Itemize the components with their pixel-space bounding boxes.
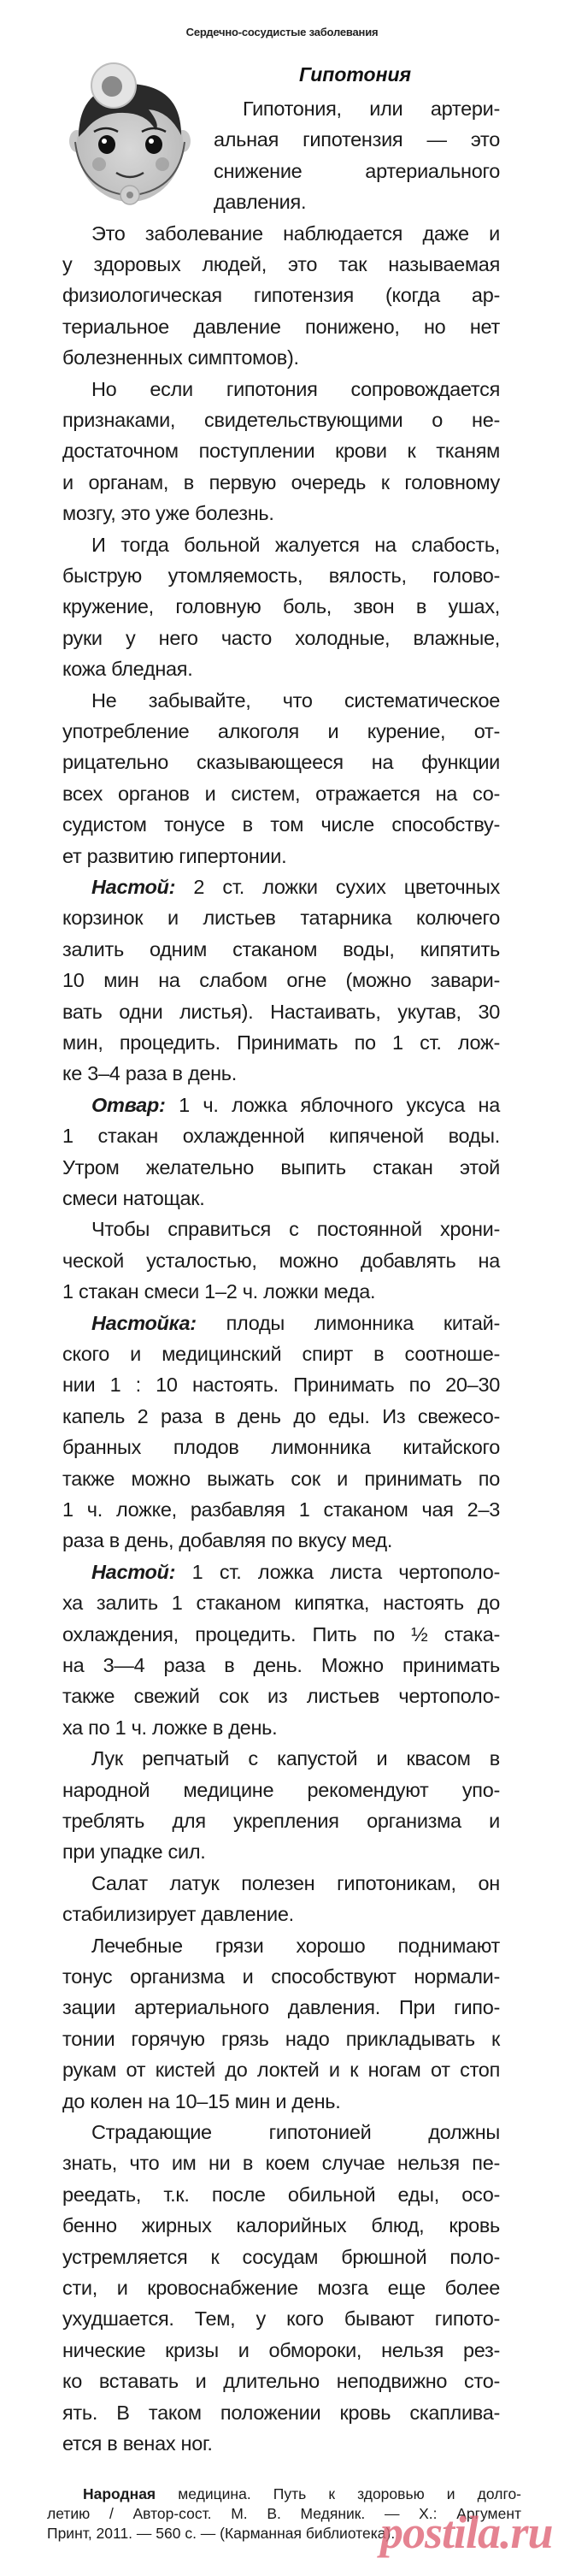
text-line <box>91 1743 500 1774</box>
text-line <box>62 1650 500 1681</box>
line-text: ко вставать и длительно неподвижно сто- <box>62 2370 500 2393</box>
line-text: залить одним стаканом воды, кипятить <box>62 937 500 960</box>
line-text: физиологическая гипотензия (когда ар- <box>62 284 500 307</box>
text-line <box>62 1712 500 1743</box>
line-text: Не забывайте, что систематическое <box>91 688 500 712</box>
line-text: альная гипотензия — это <box>214 128 500 151</box>
line-text: снижение артериального <box>214 159 500 182</box>
text-line <box>62 1961 500 1992</box>
line-text: Страдающие гипотонией должны <box>91 2121 500 2143</box>
text-line <box>62 2148 500 2178</box>
text-line <box>214 124 500 155</box>
line-text: болезненных симптомов). <box>62 346 299 369</box>
line-text: кружение, головную боль, звон в ушах, <box>62 595 500 618</box>
text-line <box>62 2054 500 2085</box>
line-text: рукам от кистей до локтей и к ногам от стоп <box>62 2059 500 2082</box>
text-line <box>91 685 500 716</box>
line-text: Лечебные грязи хорошо поднимают <box>91 1934 500 1957</box>
text-line <box>62 934 500 965</box>
line-text: 10 мин на слабом огне (можно завари- <box>62 969 500 992</box>
line-text: ского и медицинский спирт в соотноше- <box>62 1343 500 1365</box>
text-line <box>62 1992 500 2023</box>
line-text: зации артериального давления. При гипо- <box>62 1996 500 2019</box>
text-line <box>62 1276 500 1307</box>
line-text: тонус организма и способствуют нормали- <box>62 1965 500 1988</box>
line-text: употребление алкоголя и курение, от- <box>62 720 500 742</box>
line-text: также можно выжать сок и принимать по <box>62 1467 500 1490</box>
line-text: достаточном поступлении крови к тканям <box>62 440 500 463</box>
text-line <box>62 716 500 747</box>
text-line <box>62 1432 500 1462</box>
text-line <box>62 2242 500 2272</box>
text-line <box>62 1369 500 1400</box>
line-text: быструю утомляемость, вялость, голово- <box>62 564 500 587</box>
line-text: треблять для укрепления организма и <box>62 1810 500 1832</box>
text-line <box>62 435 500 466</box>
text-line <box>62 2024 500 2054</box>
watermark-logo: postila.ru <box>380 2507 553 2558</box>
recipe-label: Отвар: <box>91 1093 166 1116</box>
line-text: 1 ст. ложка листа чертополо- <box>175 1560 500 1583</box>
line-text: Чтобы справиться с постоянной хрони- <box>91 1218 500 1241</box>
line-text: Гипотония, или артери- <box>243 97 500 120</box>
text-line <box>62 1245 500 1276</box>
doctor-face-icon <box>67 60 193 207</box>
text-line <box>62 996 500 1027</box>
text-line <box>62 1587 500 1618</box>
line-text: также свежий сок из листьев чертополо- <box>62 1685 500 1708</box>
text-line <box>62 2179 500 2210</box>
line-text: 1 стакан охлажденной кипяченой воды. <box>62 1125 500 1148</box>
line-text: признаками, свидетельствующими о не- <box>62 409 500 431</box>
line-text: народной медицине рекомендуют упо- <box>62 1778 500 1801</box>
line-text: териальное давление понижено, но нет <box>62 315 500 338</box>
text-line <box>62 2397 500 2428</box>
text-line <box>62 311 500 342</box>
line-text: 1 ч. ложка яблочного уксуса на <box>165 1093 500 1116</box>
text-line <box>62 1775 500 1805</box>
text-line <box>91 1308 500 1338</box>
text-line <box>62 1899 500 1929</box>
footer-line-1 <box>47 2484 521 2504</box>
text-line <box>62 280 500 310</box>
line-text: охлаждения, процедить. Пить по ½ стака- <box>62 1622 500 1645</box>
text-line <box>62 1027 500 1058</box>
line-text: и органам, в первую очередь к головному <box>62 470 500 493</box>
line-text: И тогда больной жалуется на слабость, <box>91 533 500 556</box>
line-text: стабилизирует давление. <box>62 1903 294 1926</box>
line-text: ухудшается. Тем, у кого бывают гипото- <box>62 2307 500 2331</box>
text-line <box>62 560 500 591</box>
line-text: на 3—4 раза в день. Можно принимать <box>62 1654 500 1676</box>
line-text: Но если гипотония сопровождается <box>91 377 500 400</box>
text-line <box>62 1183 500 1214</box>
text-line <box>62 965 500 996</box>
recipe-label: Настойка: <box>91 1311 197 1334</box>
line-text: Лук репчатый с капустой и квасом в <box>91 1747 500 1770</box>
text-line <box>91 1930 500 1961</box>
line-text: тонии горячую грязь надо прикладывать к <box>62 2027 500 2050</box>
text-line <box>62 1836 500 1867</box>
text-line <box>62 623 500 653</box>
line-text: бенно жирных калорийных блюд, кровь <box>62 2214 500 2237</box>
line-text: 2 ст. ложки сухих цветочных <box>175 876 500 898</box>
text-line <box>62 405 500 435</box>
text-line <box>62 249 500 280</box>
line-text: ке 3–4 раза в день. <box>62 1062 237 1085</box>
text-line <box>62 591 500 622</box>
running-head: Сердечно-сосудистые заболевания <box>185 26 379 38</box>
line-text: знать, что им ни в коем случае нельзя пе- <box>62 2152 500 2175</box>
line-text: ется в венах ног. <box>62 2432 213 2455</box>
text-line <box>62 2303 500 2334</box>
text-line <box>91 2117 500 2148</box>
line-text: смеси натощак. <box>62 1187 205 1209</box>
text-line <box>62 809 500 840</box>
text-line <box>62 902 500 933</box>
line-text: рицательно сказывающееся на функции <box>62 751 500 774</box>
line-text: бранных плодов лимонника китайского <box>62 1436 500 1459</box>
text-line <box>62 1152 500 1183</box>
line-text: мозгу, это уже болезнь. <box>62 502 274 525</box>
line-text: ческой усталостью, можно добавлять на <box>62 1249 500 1272</box>
text-line <box>62 2086 500 2117</box>
line-text: всех органов и систем, отражается на со- <box>62 782 500 805</box>
text-line <box>62 467 500 498</box>
article-title: Гипотония <box>299 63 412 86</box>
text-line <box>62 1619 500 1650</box>
line-text: Утром желательно выпить стакан этой <box>62 1155 500 1179</box>
text-line <box>91 374 500 405</box>
text-line <box>91 1214 500 1244</box>
text-line <box>62 1338 500 1369</box>
text-line <box>62 342 500 373</box>
line-text: ха залить 1 стаканом кипятка, настоять до <box>62 1592 500 1615</box>
line-text: Салат латук полезен гипотоникам, он <box>91 1871 500 1894</box>
line-text: кожа бледная. <box>62 658 193 681</box>
line-text: у здоровых людей, это так называемая <box>62 253 500 275</box>
line-text: капель 2 раза в день до еды. Из свежесо- <box>62 1404 500 1427</box>
line-text: 1 ч. ложке, разбавляя 1 стаканом чая 2–3 <box>62 1498 500 1521</box>
line-text: Это заболевание наблюдается даже и <box>91 222 500 245</box>
line-text: до колен на 10–15 мин и день. <box>62 2089 341 2112</box>
text-line <box>214 156 500 186</box>
text-line <box>62 1681 500 1711</box>
line-text: ха по 1 ч. ложке в день. <box>62 1716 278 1739</box>
text-line <box>62 1120 500 1151</box>
line-text: нии 1 : 10 настоять. Принимать по 20–30 <box>62 1374 500 1397</box>
footer-line-2: летию / Автор-сост. М. В. Медяник. — Х.: Аргумент <box>47 2505 521 2522</box>
recipe-label: Настой: <box>91 1560 176 1583</box>
footer-lead: Народная <box>83 2485 156 2502</box>
line-text: при упадке сил. <box>62 1840 206 1864</box>
text-line <box>62 778 500 809</box>
line-text: сти, и кровоснабжение мозга еще более <box>62 2277 500 2299</box>
text-line <box>62 1494 500 1525</box>
text-line <box>62 1401 500 1432</box>
text-line <box>62 2210 500 2241</box>
text-line <box>91 529 500 560</box>
line-text: ет развитию гипертонии. <box>62 844 287 867</box>
line-text: плоды лимонника китай- <box>196 1311 500 1334</box>
text-line <box>62 1525 500 1556</box>
text-line <box>91 1557 500 1587</box>
footer-text: медицина. Путь к здоровью и долго- <box>156 2485 521 2502</box>
text-line <box>62 498 500 529</box>
text-line <box>91 1868 500 1899</box>
line-text: 1 стакан смеси 1–2 ч. ложки меда. <box>62 1280 376 1303</box>
text-line <box>62 841 500 871</box>
text-line <box>62 1463 500 1494</box>
line-text: корзинок и листьев татарника колючего <box>62 907 500 930</box>
text-line <box>214 186 500 217</box>
text-line <box>62 2335 500 2366</box>
text-line <box>91 218 500 249</box>
line-text: руки у него часто холодные, влажные, <box>62 626 500 649</box>
line-text: вать одни листья). Настаивать, укутав, 30 <box>62 1000 500 1023</box>
recipe-label: Настой: <box>91 876 176 898</box>
text-line <box>62 1058 500 1089</box>
line-text: давления. <box>214 191 307 214</box>
text-line <box>243 93 500 124</box>
text-line <box>62 2272 500 2303</box>
footer-line-3: Принт, 2011. — 560 с. — (Карманная библиотека). <box>47 2525 396 2542</box>
text-line <box>91 871 500 902</box>
text-line <box>62 747 500 777</box>
text-line <box>62 2428 500 2459</box>
text-line <box>62 1805 500 1836</box>
line-text: судистом тонусе в том числе способству- <box>62 813 500 836</box>
line-text: ять. В таком положении кровь скаплива- <box>62 2401 500 2424</box>
line-text: раза в день, добавляя по вкусу мед. <box>62 1529 393 1552</box>
text-line <box>91 1090 500 1120</box>
text-line <box>62 653 500 684</box>
line-text: нические кризы и обмороки, нельзя рез- <box>62 2338 500 2361</box>
line-text: устремляется к сосудам брюшной поло- <box>62 2245 500 2268</box>
line-text: мин, процедить. Принимать по 1 ст. лож- <box>62 1031 500 1054</box>
line-text: реедать, т.к. после обильной еды, осо- <box>62 2183 500 2206</box>
text-line <box>62 2366 500 2396</box>
